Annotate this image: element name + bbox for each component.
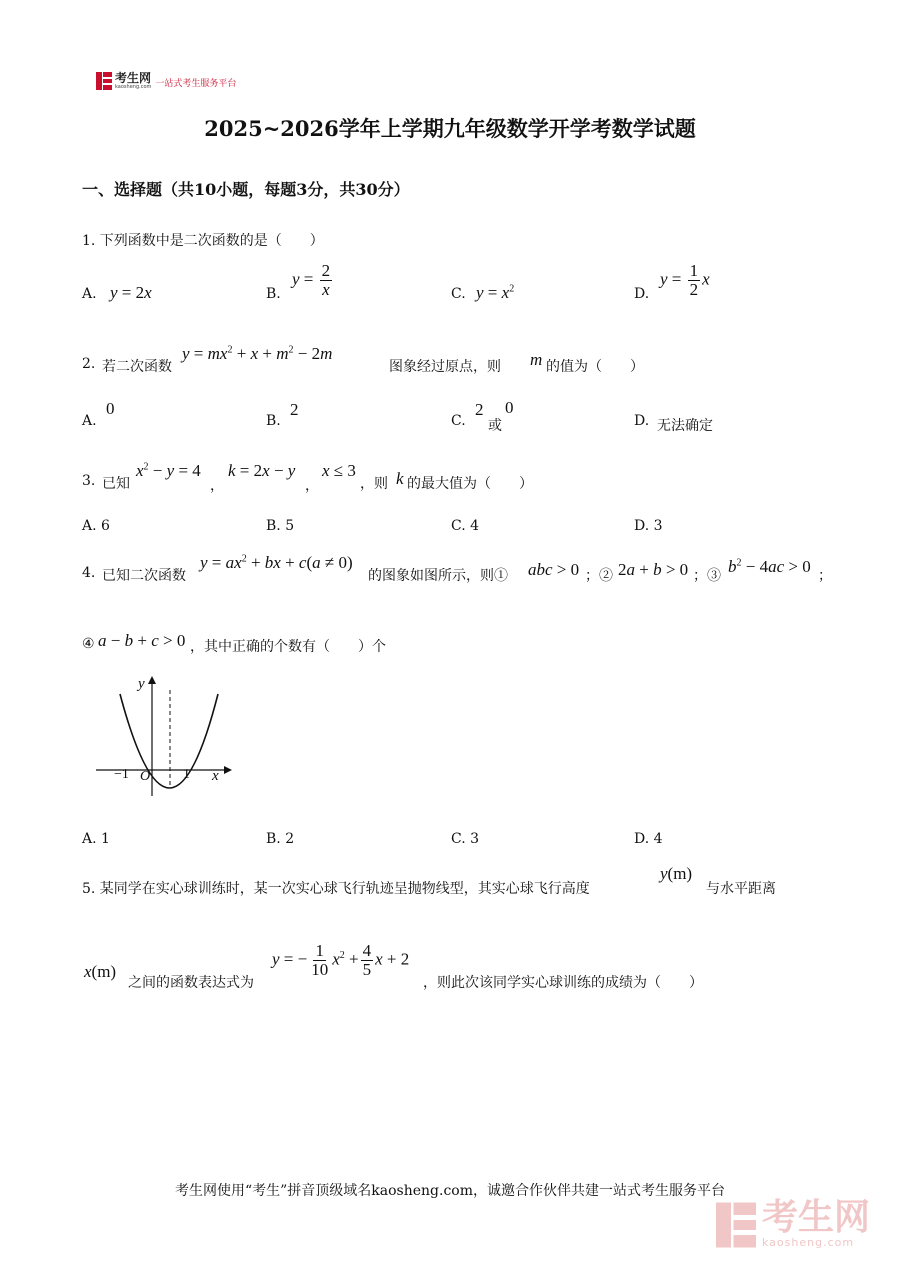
- q2-mid: 图象经过原点，则: [389, 359, 501, 375]
- q1-option-d-formula: y = $\frac{1}{2}$ x: [660, 261, 710, 299]
- q3-var-k: k: [396, 469, 404, 488]
- q4-stmt1: abc > 0: [528, 560, 580, 579]
- q2-option-c-value2: 0: [505, 398, 514, 417]
- q3-option-c: C. 4: [451, 518, 480, 534]
- q4-sep3: ；③: [693, 568, 721, 584]
- q4-sep2: ；②: [585, 568, 613, 584]
- watermark-text-block: [762, 1197, 871, 1249]
- q3-comma1: ，: [210, 478, 224, 494]
- q2-number: 2.: [82, 356, 96, 372]
- q1-option-d-label: D.: [634, 286, 650, 302]
- q4-sep4: ；: [818, 568, 832, 584]
- watermark: [716, 1197, 871, 1249]
- q5-line1-post: 与水平距离: [706, 881, 776, 897]
- q4-stmt3: $b^2 - 4ac > 0$: [728, 557, 811, 576]
- tick-label-neg-one: −1: [114, 767, 129, 782]
- page-footer: 考生网使用“考生”拼音顶级域名kaosheng.com，诚邀合作伙伴共建一站式考生服务平台: [174, 1183, 726, 1199]
- q1-option-c-formula: $y = x^2$: [476, 283, 515, 302]
- q4-option-d: D. 4: [634, 831, 663, 847]
- q5-line2-post: ，则此次该同学实心球训练的成绩为（ ）: [423, 975, 703, 991]
- q1-option-b-formula: y = $\frac{2}{x}$: [292, 261, 331, 299]
- q2-option-d-label: D.: [634, 413, 650, 429]
- tick-label-one: 1: [183, 767, 190, 782]
- q2-option-d-value: 无法确定: [657, 418, 713, 434]
- q2-option-b-value: 2: [290, 400, 299, 419]
- q2-var-m: m: [530, 350, 543, 369]
- watermark-name: 考生网: [762, 1197, 871, 1238]
- q1-option-a-formula: y = 2x: [110, 283, 152, 302]
- q3-eq1: $x^2 - y = 4$: [136, 461, 201, 480]
- q2-pre: 若二次函数: [102, 359, 172, 375]
- q3-option-b: B. 5: [266, 518, 295, 534]
- q4-parabola-graph: [94, 672, 234, 800]
- q2-post: 的值为（ ）: [546, 359, 644, 375]
- kaosheng-logo-icon: [96, 72, 112, 90]
- q3-comma2: ，: [305, 478, 319, 494]
- y-axis-label: y: [138, 676, 145, 692]
- origin-label: O: [140, 769, 151, 784]
- q4-stmt2: 2a + b > 0: [618, 560, 689, 579]
- q4-line2-post: ，其中正确的个数有（ ）个: [190, 639, 386, 655]
- x-axis-label: x: [212, 768, 219, 784]
- q1-option-b-label: B.: [266, 286, 281, 302]
- q4-mid: 的图象如图所示，则①: [368, 568, 508, 584]
- q2-option-c-or: 或: [488, 418, 502, 434]
- q4-number: 4.: [82, 565, 96, 581]
- q3-option-a: A. 6: [82, 518, 110, 534]
- q2-option-a-value: 0: [106, 399, 115, 418]
- q2-formula: $y = mx^2 + x + m^2 - 2m$: [182, 344, 333, 363]
- q3-post1: ，则: [360, 476, 388, 492]
- q2-option-b-label: B.: [266, 413, 281, 429]
- q5-var-y: y(m): [660, 864, 693, 883]
- q4-option-c: C. 3: [451, 831, 480, 847]
- q2-option-a-label: A.: [82, 413, 97, 429]
- q4-line2-pre: ④: [82, 636, 95, 652]
- brand-logo: [96, 72, 236, 90]
- q3-pre: 已知: [102, 476, 130, 492]
- q4-function: $y = ax^2$ + bx + c(a ≠ 0): [200, 553, 353, 572]
- q3-number: 3.: [82, 473, 96, 489]
- q3-eq3: x ≤ 3: [322, 461, 356, 480]
- section-heading: 一、选择题（共10小题，每题3分，共30分）: [82, 180, 410, 199]
- q4-pre: 已知二次函数: [102, 568, 186, 584]
- logo-slogan: 一站式考生服务平台: [155, 78, 237, 89]
- q5-formula: y = − $\frac{1}{10}$ $x^2$ + $\frac{4}{5}$ x + 2: [272, 941, 410, 979]
- q2-option-c-value1: 2: [475, 400, 484, 419]
- q1-option-c-label: C.: [451, 286, 466, 302]
- q4-option-b: B. 2: [266, 831, 295, 847]
- logo-name: 考生网: [115, 71, 152, 85]
- q2-option-c-label: C.: [451, 413, 466, 429]
- logo-text-block: [115, 72, 151, 90]
- q5-line2-pre: 之间的函数表达式为: [128, 975, 254, 991]
- q5-var-x: x(m): [84, 962, 117, 981]
- watermark-url: kaosheng.com: [762, 1236, 855, 1249]
- q1-option-a-label: A.: [82, 286, 97, 302]
- watermark-logo-icon: [716, 1202, 756, 1248]
- q5-line1: 5. 某同学在实心球训练时，某一次实心球飞行轨迹呈抛物线型，其实心球飞行高度: [82, 881, 590, 897]
- logo-url: kaosheng.com: [115, 84, 152, 90]
- q4-option-a: A. 1: [82, 831, 110, 847]
- q3-post2: 的最大值为（ ）: [407, 476, 533, 492]
- q4-stmt4: a − b + c > 0: [98, 631, 186, 650]
- q3-eq2: k = 2x − y: [228, 461, 296, 480]
- q1-stem: 1. 下列函数中是二次函数的是（ ）: [82, 233, 324, 249]
- page-title: 2025~2026学年上学期九年级数学开学考数学试题: [204, 116, 696, 141]
- q3-option-d: D. 3: [634, 518, 663, 534]
